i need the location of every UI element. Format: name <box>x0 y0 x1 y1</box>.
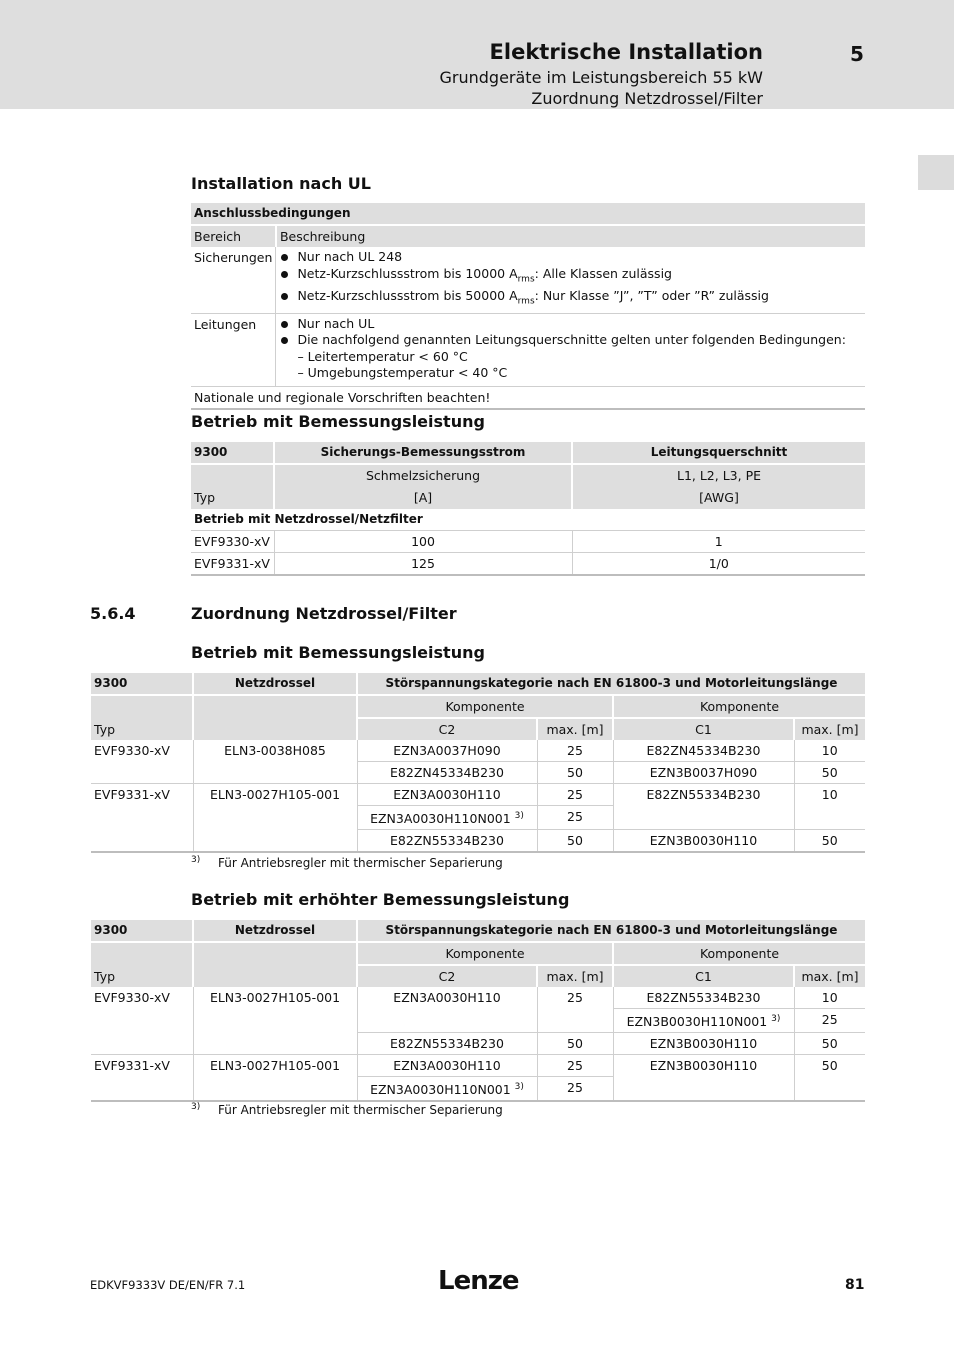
table-row: EZN3A0030H110N001 $^{3)}$ 25 <box>91 1077 865 1102</box>
table-row: EVF9330-xV ELN3-0038H085 EZN3A0037H090 25 E82ZN45334B230 10 <box>91 740 865 762</box>
unit-awg: [AWG] <box>572 486 865 509</box>
typ-label: Typ <box>191 486 274 509</box>
sicherungen-label: Sicherungen <box>191 247 276 313</box>
bemessung-ul-heading: Betrieb mit Bemessungsleistung <box>191 412 485 431</box>
section-title: Zuordnung Netzdrossel/Filter <box>191 604 457 623</box>
footnote-bemessung: $^{3)}$ Für Antriebsregler mit thermischer Separierung <box>191 855 503 870</box>
ul-heading: Installation nach UL <box>191 174 371 193</box>
bemessung-table: 9300 Netzdrossel Störspannungskategorie nach EN 61800-3 und Motorleitungslänge Typ Komponente Komponente C2 max. [m] C1 max. [m] EVF9330-xV ELN3-0038H085 EZN3A0037H090 25 E82ZN45334B230 10 E82ZN45334B230 50 EZN3B0037H090 50 EVF9331-xV ELN3-0027H105-001 EZN3A0030H110 25 E82ZN55334B230 10 EZN3A0030H110N001 $^{3)}$ 25 E82ZN55334B230 50 EZN3B0030H110 50 <box>91 673 865 853</box>
col-bereich: Bereich <box>191 225 276 247</box>
header-subtitle-1: Grundgeräte im Leistungsbereich 55 kW <box>439 68 763 87</box>
list-item: Die nachfolgend genannten Leitungsquerschnitte gelten unter folgenden Bedingungen: <box>279 332 862 349</box>
table-row: EZN3A0030H110N001 $^{3)}$ 25 <box>91 806 865 830</box>
condition-temp-leiter: – Leitertemperatur < 60 °C <box>297 348 468 364</box>
ul-note: Nationale und regionale Vorschriften beachten! <box>194 389 491 405</box>
lenze-logo: Lenze <box>438 1266 519 1296</box>
h-9300: 9300 <box>191 442 274 464</box>
leitungen-list <box>279 316 862 349</box>
table-row: EVF9331-xV ELN3-0027H105-001 EZN3A0030H110 25 E82ZN55334B230 10 <box>91 784 865 806</box>
list-item: Netz-Kurzschlussstrom bis 10000 $A_{rms}$: Alle Klassen zulässig <box>279 266 862 288</box>
erhoeht-heading: Betrieb mit erhöhter Bemessungsleistung <box>191 890 570 909</box>
unit-a: [A] <box>274 486 572 509</box>
ul-table-title: Anschlussbedingungen <box>191 203 865 225</box>
chapter-tab-marker <box>918 155 954 190</box>
page-header <box>0 0 954 109</box>
sub-l: L1, L2, L3, PE <box>572 464 865 486</box>
h-strom: Sicherungs-Bemessungsstrom <box>274 442 572 464</box>
table-row: EZN3B0030H110N001 $^{3)}$ 25 <box>91 1009 865 1033</box>
footnote-erhoeht: $^{3)}$ Für Antriebsregler mit thermischer Separierung <box>191 1102 503 1117</box>
h-quer: Leitungsquerschnitt <box>572 442 865 464</box>
bemessung-ul-table <box>191 442 865 576</box>
table-row: EVF9330-xV 100 1 <box>191 531 865 553</box>
leitungen-label: Leitungen <box>191 313 276 386</box>
table-row: E82ZN55334B230 50 EZN3B0030H110 50 <box>91 830 865 853</box>
erhoeht-table: 9300 Netzdrossel Störspannungskategorie nach EN 61800-3 und Motorleitungslänge Typ Komponente Komponente C2 max. [m] C1 max. [m] EVF9330-xV ELN3-0027H105-001 EZN3A0030H110 25 E82ZN55334B230 10 EZN3B0030H110N001 $^{3)}$ 25 E82ZN55334B230 50 EZN3B0030H110 50 EVF9331-xV ELN3-0027H105-001 EZN3A0030H110 25 EZN3B0030H110 50 EZN3A0030H110N001 $^{3)}$ 25 <box>91 920 865 1102</box>
table-row: EVF9331-xV ELN3-0027H105-001 EZN3A0030H110 25 EZN3B0030H110 50 <box>91 1055 865 1077</box>
col-beschreibung: Beschreibung <box>276 225 865 247</box>
chapter-number: 5 <box>850 42 864 66</box>
table-row: E82ZN55334B230 50 EZN3B0030H110 50 <box>91 1033 865 1055</box>
sub-schmelz: Schmelzsicherung <box>274 464 572 486</box>
list-item: Nur nach UL <box>279 316 862 333</box>
section-number: 5.6.4 <box>90 604 136 623</box>
table-row: EVF9330-xV ELN3-0027H105-001 EZN3A0030H110 25 E82ZN55334B230 10 <box>91 987 865 1009</box>
table-row: EVF9331-xV 125 1/0 <box>191 553 865 576</box>
condition-temp-umgebung: – Umgebungstemperatur < 40 °C <box>297 365 508 380</box>
document-code: EDKVF9333V DE/EN/FR 7.1 <box>90 1278 246 1292</box>
bemessung-heading: Betrieb mit Bemessungsleistung <box>191 643 485 662</box>
header-title: Elektrische Installation <box>489 40 763 64</box>
header-subtitle-2: Zuordnung Netzdrossel/Filter <box>531 89 763 108</box>
group-label: Betrieb mit Netzdrossel/Netzfilter <box>194 512 423 526</box>
page-number: 81 <box>845 1277 865 1293</box>
list-item: Netz-Kurzschlussstrom bis 50000 $A_{rms}$: Nur Klasse ”J”, ”T” oder ”R” zulässig <box>279 288 862 310</box>
list-item: Nur nach UL 248 <box>279 249 862 266</box>
ul-conditions-table <box>191 203 865 410</box>
table-row: E82ZN45334B230 50 EZN3B0037H090 50 <box>91 762 865 784</box>
sicherungen-list <box>279 249 862 310</box>
